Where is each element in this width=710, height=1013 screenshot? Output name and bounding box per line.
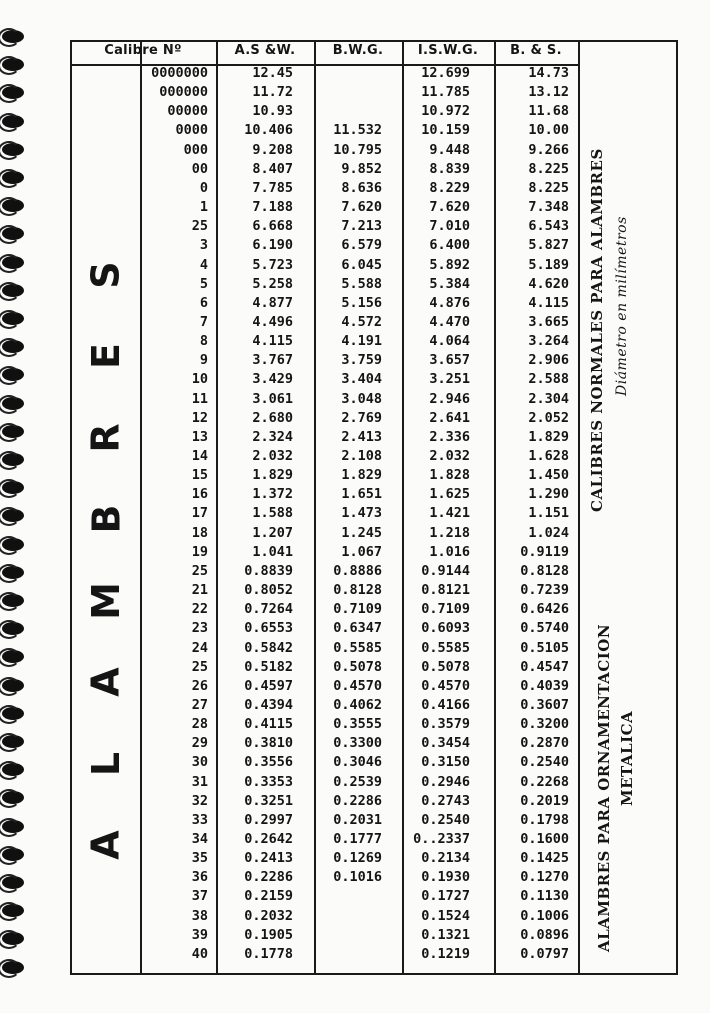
cell-as-w: 0.3251 <box>244 792 293 809</box>
cell-bs: 0.2870 <box>520 735 569 752</box>
cell-bwg: 0.6347 <box>333 620 382 637</box>
cell-calibre: 25 <box>191 218 208 235</box>
cell-calibre: 4 <box>199 256 208 273</box>
cell-calibre: 00000 <box>167 103 208 120</box>
cell-calibre: 29 <box>191 735 208 752</box>
cell-bs: 2.906 <box>528 352 569 369</box>
cell-bs: 4.115 <box>528 294 569 311</box>
cell-calibre: 23 <box>191 620 208 637</box>
cell-iswg: 10.972 <box>421 103 470 120</box>
cell-calibre: 34 <box>191 831 208 847</box>
cell-as-w: 2.324 <box>252 428 293 445</box>
cell-bs: 1.829 <box>528 428 569 445</box>
cell-bs: 0.4039 <box>520 677 569 694</box>
cell-bwg: 1.245 <box>341 524 382 541</box>
cell-calibre: 11 <box>191 390 208 407</box>
cell-as-w: 6.190 <box>252 237 293 254</box>
cell-calibre: 7 <box>199 313 208 330</box>
cell-calibre: 36 <box>191 869 208 886</box>
cell-bwg: 0.8886 <box>333 562 382 579</box>
cell-iswg: 0.9144 <box>421 562 470 579</box>
cell-iswg: 0.5585 <box>421 639 470 656</box>
cell-calibre: 31 <box>191 773 208 790</box>
cell-as-w: 5.258 <box>252 275 293 292</box>
cell-bs: 10.00 <box>528 122 569 139</box>
cell-bwg: 3.048 <box>341 390 382 407</box>
cell-bwg: 10.795 <box>333 141 382 158</box>
cell-bwg: 4.191 <box>341 333 382 350</box>
cell-iswg: 0.2134 <box>421 850 470 867</box>
cell-as-w: 9.208 <box>252 141 293 158</box>
header-bwg: B.W.G. <box>332 43 384 58</box>
cell-as-w: 8.407 <box>252 160 293 177</box>
cell-as-w: 7.188 <box>252 199 293 216</box>
cell-calibre: 25 <box>191 658 208 675</box>
table-row <box>0 600 710 619</box>
cell-bwg: 2.413 <box>341 428 382 445</box>
cell-calibre: 18 <box>191 524 208 541</box>
table-row <box>0 543 710 562</box>
cell-calibre: 39 <box>191 926 208 943</box>
cell-as-w: 0.4394 <box>244 696 293 713</box>
cell-bwg: 1.651 <box>341 486 382 503</box>
cell-bwg: 0.4570 <box>333 677 382 694</box>
cell-iswg: 0.1219 <box>421 945 470 962</box>
cell-bs: 0.2540 <box>520 754 569 771</box>
cell-as-w: 1.588 <box>252 505 293 522</box>
cell-calibre: 19 <box>191 543 208 560</box>
cell-bwg: 4.572 <box>341 313 382 330</box>
cell-iswg: 8.839 <box>429 160 470 177</box>
cell-calibre: 000 <box>183 141 208 158</box>
cell-calibre: 9 <box>199 352 208 369</box>
side-title-bottom-2: METALICA <box>618 710 636 806</box>
spiral-ring <box>2 28 28 44</box>
cell-iswg: 0.3150 <box>421 754 470 771</box>
cell-as-w: 0.1778 <box>244 945 293 962</box>
cell-calibre: 000000 <box>159 84 208 101</box>
cell-calibre: 3 <box>199 237 208 254</box>
cell-iswg: 9.448 <box>429 141 470 158</box>
cell-bs: 13.12 <box>528 84 569 101</box>
cell-bs: 0.2268 <box>520 773 569 790</box>
cell-calibre: 27 <box>191 696 208 713</box>
cell-iswg: 0.1727 <box>421 888 470 905</box>
cell-bs: 14.73 <box>528 65 569 81</box>
cell-calibre: 0000 <box>175 122 208 139</box>
cell-bwg: 5.156 <box>341 294 382 311</box>
cell-calibre: 25 <box>191 562 208 579</box>
cell-calibre: 38 <box>191 907 208 924</box>
cell-bwg: 1.067 <box>341 543 382 560</box>
cell-as-w: 0.2032 <box>244 907 293 924</box>
header-as-w: A.S &W. <box>234 43 296 58</box>
cell-bs: 0.7239 <box>520 582 569 599</box>
header-bs: B. & S. <box>510 43 562 58</box>
cell-calibre: 28 <box>191 716 208 733</box>
cell-calibre: 0 <box>199 179 208 196</box>
cell-as-w: 11.72 <box>252 84 293 101</box>
cell-iswg: 0..2337 <box>413 831 470 847</box>
cell-as-w: 10.93 <box>252 103 293 120</box>
cell-bs: 3.665 <box>528 313 569 330</box>
cell-bs: 0.1600 <box>520 831 569 847</box>
cell-bwg: 0.2539 <box>333 773 382 790</box>
table-row <box>0 121 710 140</box>
cell-bs: 0.0896 <box>520 926 569 943</box>
cell-calibre: 33 <box>191 811 208 828</box>
cell-as-w: 3.767 <box>252 352 293 369</box>
cell-iswg: 2.641 <box>429 409 470 426</box>
cell-bwg: 5.588 <box>341 275 382 292</box>
cell-bs: 0.1270 <box>520 869 569 886</box>
cell-bwg: 0.8128 <box>333 582 382 599</box>
cell-iswg: 4.470 <box>429 313 470 330</box>
cell-iswg: 1.218 <box>429 524 470 541</box>
cell-bwg: 8.636 <box>341 179 382 196</box>
cell-bs: 0.0797 <box>520 945 569 962</box>
cell-iswg: 0.4570 <box>421 677 470 694</box>
cell-bs: 1.628 <box>528 448 569 464</box>
cell-iswg: 1.625 <box>429 486 470 503</box>
cell-bwg: 6.045 <box>341 256 382 273</box>
cell-as-w: 0.3353 <box>244 773 293 790</box>
cell-calibre: 40 <box>191 945 208 962</box>
table-row <box>0 562 710 581</box>
cell-iswg: 1.421 <box>429 505 470 522</box>
cell-bwg: 0.2031 <box>333 811 382 828</box>
cell-bwg: 9.852 <box>341 160 382 177</box>
cell-bwg: 0.1269 <box>333 850 382 867</box>
cell-as-w: 1.829 <box>252 467 293 484</box>
cell-calibre: 30 <box>191 754 208 771</box>
cell-calibre: 15 <box>191 467 208 484</box>
cell-bs: 0.3200 <box>520 716 569 733</box>
cell-as-w: 3.429 <box>252 371 293 388</box>
header-iswg: I.S.W.G. <box>417 43 479 58</box>
cell-iswg: 0.4166 <box>421 696 470 713</box>
cell-calibre: 37 <box>191 888 208 905</box>
cell-bwg: 7.620 <box>341 199 382 216</box>
cell-as-w: 1.207 <box>252 524 293 541</box>
cell-as-w: 0.2413 <box>244 850 293 867</box>
cell-bs: 2.052 <box>528 409 569 426</box>
cell-bwg: 7.213 <box>341 218 382 235</box>
cell-bs: 0.1006 <box>520 907 569 924</box>
cell-as-w: 0.8839 <box>244 562 293 579</box>
cell-as-w: 1.041 <box>252 543 293 560</box>
cell-bs: 8.225 <box>528 160 569 177</box>
cell-as-w: 10.406 <box>244 122 293 139</box>
cell-as-w: 0.2642 <box>244 831 293 847</box>
cell-bs: 1.290 <box>528 486 569 503</box>
cell-bs: 11.68 <box>528 103 569 120</box>
cell-iswg: 3.657 <box>429 352 470 369</box>
cell-as-w: 0.4115 <box>244 716 293 733</box>
cell-iswg: 2.946 <box>429 390 470 407</box>
cell-calibre: 12 <box>191 409 208 426</box>
table-row <box>0 64 710 83</box>
side-letter: A <box>83 830 128 860</box>
cell-bs: 1.450 <box>528 467 569 484</box>
cell-bwg: 0.7109 <box>333 601 382 618</box>
cell-bs: 0.6426 <box>520 601 569 618</box>
cell-calibre: 21 <box>191 582 208 599</box>
cell-bs: 0.4547 <box>520 658 569 675</box>
cell-bs: 1.024 <box>528 524 569 541</box>
cell-bwg: 0.1016 <box>333 869 382 886</box>
cell-as-w: 4.877 <box>252 294 293 311</box>
cell-calibre: 13 <box>191 428 208 445</box>
cell-iswg: 4.064 <box>429 333 470 350</box>
cell-calibre: 0000000 <box>151 65 208 81</box>
cell-bwg: 3.759 <box>341 352 382 369</box>
cell-iswg: 0.7109 <box>421 601 470 618</box>
side-letter: A <box>83 667 128 697</box>
cell-iswg: 3.251 <box>429 371 470 388</box>
cell-as-w: 0.3556 <box>244 754 293 771</box>
cell-as-w: 0.7264 <box>244 601 293 618</box>
cell-bwg: 0.5078 <box>333 658 382 675</box>
cell-iswg: 12.699 <box>421 65 470 81</box>
cell-iswg: 7.010 <box>429 218 470 235</box>
cell-iswg: 0.3579 <box>421 716 470 733</box>
cell-bwg: 1.829 <box>341 467 382 484</box>
side-title-top: CALIBRES NORMALES PARA ALAMBRES <box>588 148 606 512</box>
cell-iswg: 8.229 <box>429 179 470 196</box>
header-calibre: Calibre Nº <box>104 43 182 58</box>
cell-as-w: 4.115 <box>252 333 293 350</box>
cell-as-w: 7.785 <box>252 179 293 196</box>
cell-iswg: 4.876 <box>429 294 470 311</box>
cell-as-w: 0.2997 <box>244 811 293 828</box>
cell-bs: 3.264 <box>528 333 569 350</box>
side-letter: S <box>84 261 128 289</box>
cell-calibre: 1 <box>199 199 208 216</box>
side-letter: M <box>83 581 128 620</box>
cell-iswg: 0.2946 <box>421 773 470 790</box>
cell-calibre: 6 <box>199 294 208 311</box>
cell-bs: 0.9119 <box>520 543 569 560</box>
cell-as-w: 0.4597 <box>244 677 293 694</box>
side-letter: L <box>84 751 128 776</box>
cell-iswg: 2.032 <box>429 448 470 464</box>
cell-bs: 0.1425 <box>520 850 569 867</box>
cell-bs: 0.8128 <box>520 562 569 579</box>
cell-bs: 2.588 <box>528 371 569 388</box>
cell-as-w: 4.496 <box>252 313 293 330</box>
cell-iswg: 0.6093 <box>421 620 470 637</box>
cell-iswg: 2.336 <box>429 428 470 445</box>
cell-iswg: 0.3454 <box>421 735 470 752</box>
cell-calibre: 26 <box>191 677 208 694</box>
side-letter: B <box>84 504 128 534</box>
cell-bs: 5.827 <box>528 237 569 254</box>
cell-bwg: 0.2286 <box>333 792 382 809</box>
cell-iswg: 11.785 <box>421 84 470 101</box>
cell-bs: 0.3607 <box>520 696 569 713</box>
cell-as-w: 0.5182 <box>244 658 293 675</box>
cell-bwg: 0.4062 <box>333 696 382 713</box>
cell-bs: 2.304 <box>528 390 569 407</box>
cell-calibre: 16 <box>191 486 208 503</box>
cell-as-w: 2.680 <box>252 409 293 426</box>
cell-bs: 8.225 <box>528 179 569 196</box>
cell-iswg: 0.2540 <box>421 811 470 828</box>
cell-as-w: 0.3810 <box>244 735 293 752</box>
table-row <box>0 102 710 121</box>
cell-bs: 0.5740 <box>520 620 569 637</box>
cell-bs: 0.2019 <box>520 792 569 809</box>
table-row <box>0 581 710 600</box>
cell-calibre: 32 <box>191 792 208 809</box>
cell-bs: 0.1798 <box>520 811 569 828</box>
table-row <box>0 83 710 102</box>
cell-as-w: 0.1905 <box>244 926 293 943</box>
cell-iswg: 0.2743 <box>421 792 470 809</box>
cell-as-w: 0.6553 <box>244 620 293 637</box>
cell-as-w: 0.2286 <box>244 869 293 886</box>
cell-bwg: 2.108 <box>341 448 382 464</box>
cell-calibre: 10 <box>191 371 208 388</box>
cell-iswg: 1.016 <box>429 543 470 560</box>
cell-as-w: 6.668 <box>252 218 293 235</box>
cell-calibre: 5 <box>199 275 208 292</box>
cell-calibre: 17 <box>191 505 208 522</box>
cell-iswg: 0.1524 <box>421 907 470 924</box>
cell-bwg: 3.404 <box>341 371 382 388</box>
side-letter: E <box>84 343 128 370</box>
cell-bwg: 2.769 <box>341 409 382 426</box>
cell-iswg: 0.5078 <box>421 658 470 675</box>
cell-iswg: 6.400 <box>429 237 470 254</box>
cell-as-w: 2.032 <box>252 448 293 464</box>
cell-bs: 4.620 <box>528 275 569 292</box>
cell-iswg: 10.159 <box>421 122 470 139</box>
cell-bwg: 0.3300 <box>333 735 382 752</box>
cell-iswg: 5.892 <box>429 256 470 273</box>
cell-as-w: 12.45 <box>252 65 293 81</box>
cell-iswg: 0.1930 <box>421 869 470 886</box>
cell-bwg: 0.1777 <box>333 831 382 847</box>
cell-as-w: 5.723 <box>252 256 293 273</box>
cell-bwg: 0.3555 <box>333 716 382 733</box>
cell-iswg: 0.8121 <box>421 582 470 599</box>
cell-bs: 7.348 <box>528 199 569 216</box>
table-row <box>0 524 710 543</box>
side-subtitle: Diámetro en milímetros <box>614 216 630 396</box>
side-letter: R <box>83 423 128 453</box>
cell-calibre: 24 <box>191 639 208 656</box>
cell-bwg: 1.473 <box>341 505 382 522</box>
cell-as-w: 3.061 <box>252 390 293 407</box>
cell-bs: 1.151 <box>528 505 569 522</box>
cell-calibre: 8 <box>199 333 208 350</box>
cell-bs: 6.543 <box>528 218 569 235</box>
cell-iswg: 1.828 <box>429 467 470 484</box>
cell-bwg: 0.5585 <box>333 639 382 656</box>
side-title-bottom: ALAMBRES PARA ORNAMENTACION <box>595 623 613 952</box>
cell-calibre: 14 <box>191 448 208 464</box>
cell-bwg: 0.3046 <box>333 754 382 771</box>
cell-as-w: 0.2159 <box>244 888 293 905</box>
cell-bwg: 11.532 <box>333 122 382 139</box>
cell-iswg: 5.384 <box>429 275 470 292</box>
cell-bs: 0.5105 <box>520 639 569 656</box>
cell-as-w: 0.8052 <box>244 582 293 599</box>
cell-iswg: 7.620 <box>429 199 470 216</box>
cell-iswg: 0.1321 <box>421 926 470 943</box>
cell-bs: 5.189 <box>528 256 569 273</box>
cell-calibre: 22 <box>191 601 208 618</box>
cell-as-w: 1.372 <box>252 486 293 503</box>
cell-bwg: 6.579 <box>341 237 382 254</box>
cell-bs: 0.1130 <box>520 888 569 905</box>
cell-calibre: 35 <box>191 850 208 867</box>
cell-bs: 9.266 <box>528 141 569 158</box>
cell-as-w: 0.5842 <box>244 639 293 656</box>
cell-calibre: 00 <box>191 160 208 177</box>
